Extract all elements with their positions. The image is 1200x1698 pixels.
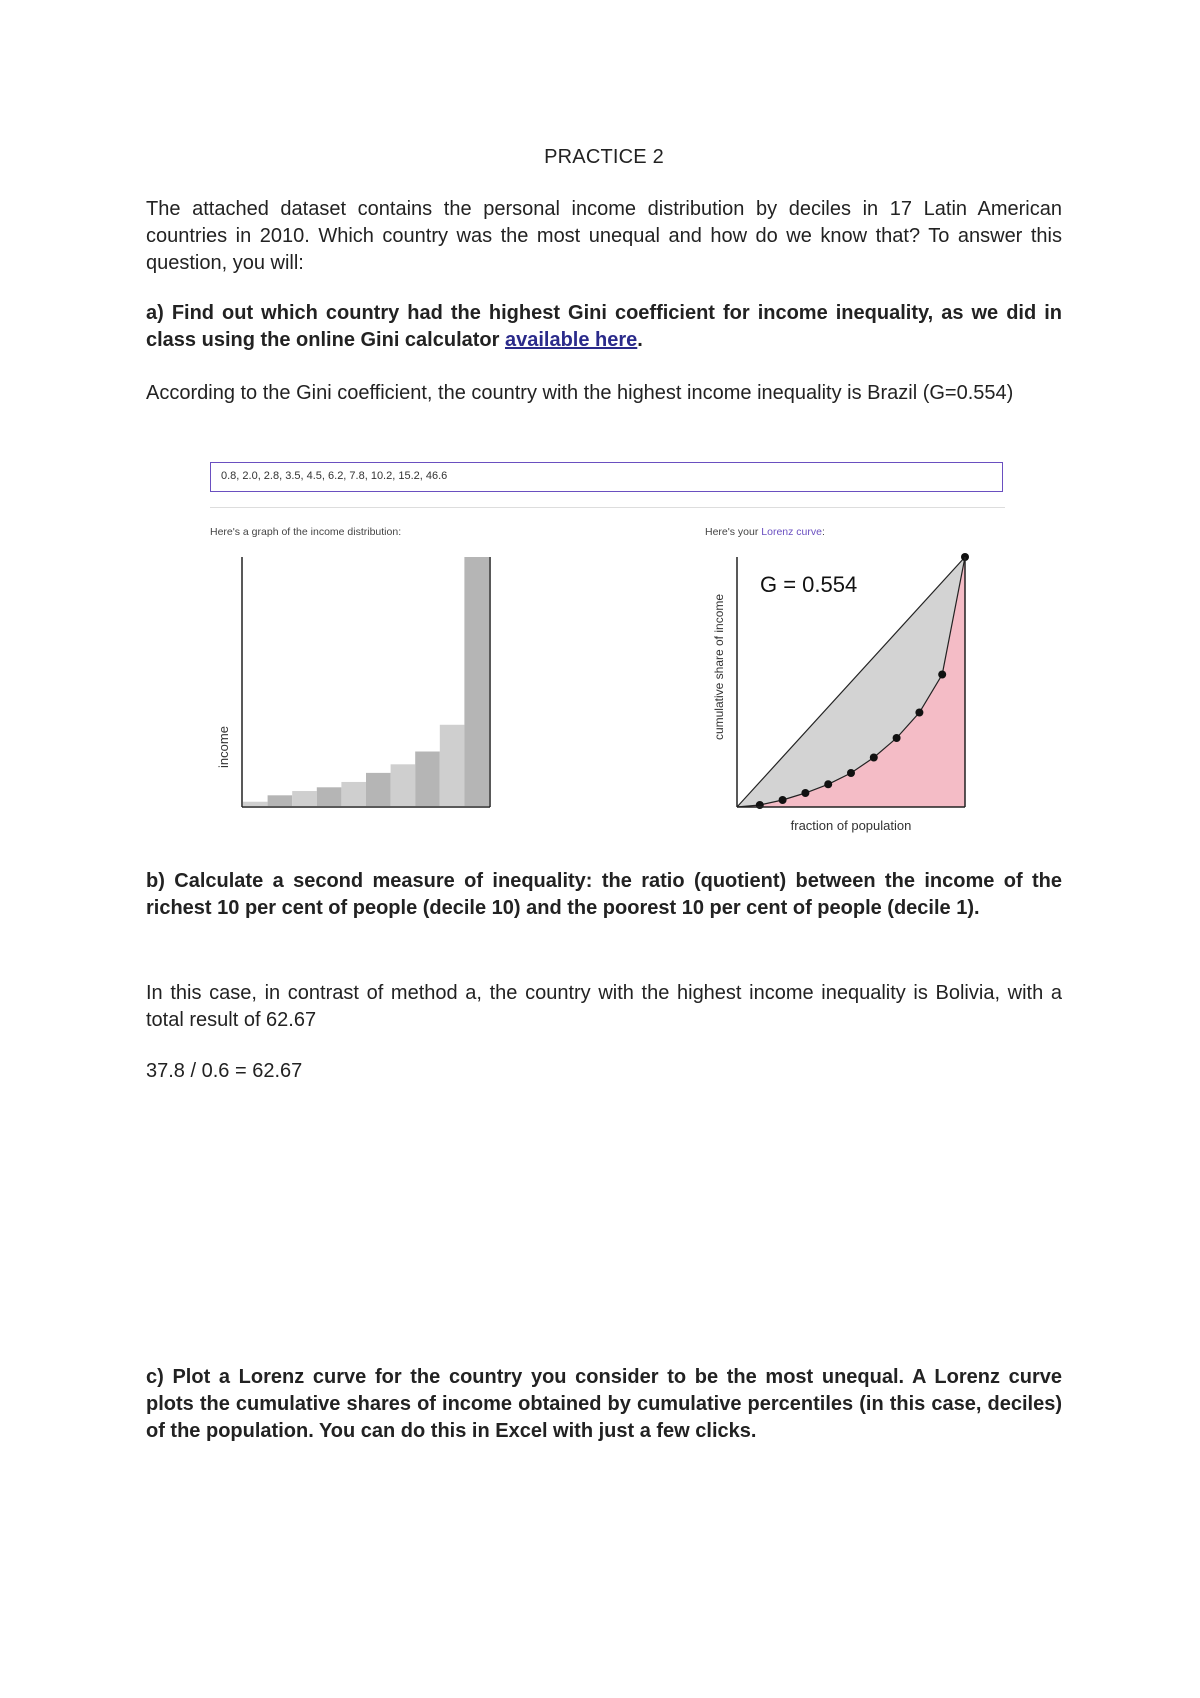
separator — [210, 507, 1005, 508]
question-a-period: . — [637, 329, 643, 351]
income-bar-decile-10 — [464, 557, 489, 806]
lorenz-point-2 — [779, 796, 787, 804]
income-bar-decile-6 — [366, 773, 391, 806]
lorenz-caption-prefix: Here's your — [705, 526, 762, 538]
income-bar-decile-8 — [415, 751, 440, 806]
lorenz-point-6 — [870, 754, 878, 762]
question-a-text: a) Find out which country had the highest Gini coefficient for income inequality, as we did in class using the online Gini calculator — [146, 302, 1062, 351]
answer-a: According to the Gini coefficient, the country with the highest income inequality is Brazil (G=0.554) — [146, 382, 1014, 404]
lorenz-point-5 — [847, 769, 855, 777]
lorenz-point-1 — [756, 801, 764, 809]
lorenz-caption-suffix: : — [821, 526, 825, 538]
bar-group — [243, 557, 489, 806]
lorenz-curve-chart — [705, 557, 1005, 857]
lorenz-point-3 — [801, 789, 809, 797]
lorenz-caption-accent: Lorenz curve — [761, 526, 822, 538]
income-bar-decile-7 — [391, 764, 416, 806]
income-bar-decile-3 — [292, 791, 317, 806]
y-axis-label: income — [216, 726, 231, 768]
gini-calculator-screenshot — [210, 462, 1005, 852]
lorenz-x-axis-label: fraction of population — [790, 818, 912, 833]
question-c: c) Plot a Lorenz curve for the country you consider to be the most unequal. A Lorenz curve plots the cumulative shares of income obtained by cumulative percentiles (in this case, deciles) of the population. You can do this in Excel with just a few clicks. — [146, 1366, 1062, 1442]
lorenz-point-8 — [915, 709, 923, 717]
income-bar-decile-1 — [243, 802, 268, 806]
income-bar-decile-2 — [268, 795, 293, 806]
lorenz-chart-caption — [705, 526, 825, 538]
lorenz-y-axis-label: cumulative share of income — [712, 593, 726, 741]
gini-calculator-link[interactable]: available here — [504, 329, 638, 351]
ratio-calculation: 37.8 / 0.6 = 62.67 — [146, 1060, 303, 1082]
income-bar-decile-9 — [440, 725, 465, 806]
income-bar-decile-4 — [317, 787, 342, 806]
lorenz-point-7 — [893, 734, 901, 742]
income-bar-decile-5 — [341, 782, 366, 806]
income-bar-chart — [210, 557, 510, 832]
lorenz-point-9 — [938, 671, 946, 679]
income-chart-caption: Here's a graph of the income distribution: — [210, 526, 402, 538]
lorenz-point-4 — [824, 780, 832, 788]
question-b: b) Calculate a second measure of inequality: the ratio (quotient) between the income of the richest 10 per cent of people (decile 10) and the poorest 10 per cent of people (decile 1). — [146, 870, 1062, 919]
question-a — [146, 300, 1062, 354]
gini-label: G = 0.554 — [760, 572, 858, 597]
intro-paragraph: The attached dataset contains the personal income distribution by deciles in 17 Latin American countries in 2010. Which country was the most unequal and how do we know that? To answer this question, you will: — [146, 198, 1062, 274]
page-title: PRACTICE 2 — [544, 146, 664, 168]
answer-b: In this case, in contrast of method a, the country with the highest income inequality is Bolivia, with a total result of 62.67 — [146, 982, 1062, 1031]
income-values-input[interactable]: 0.8, 2.0, 2.8, 3.5, 4.5, 6.2, 7.8, 10.2, 15.2, 46.6 — [210, 462, 1003, 492]
